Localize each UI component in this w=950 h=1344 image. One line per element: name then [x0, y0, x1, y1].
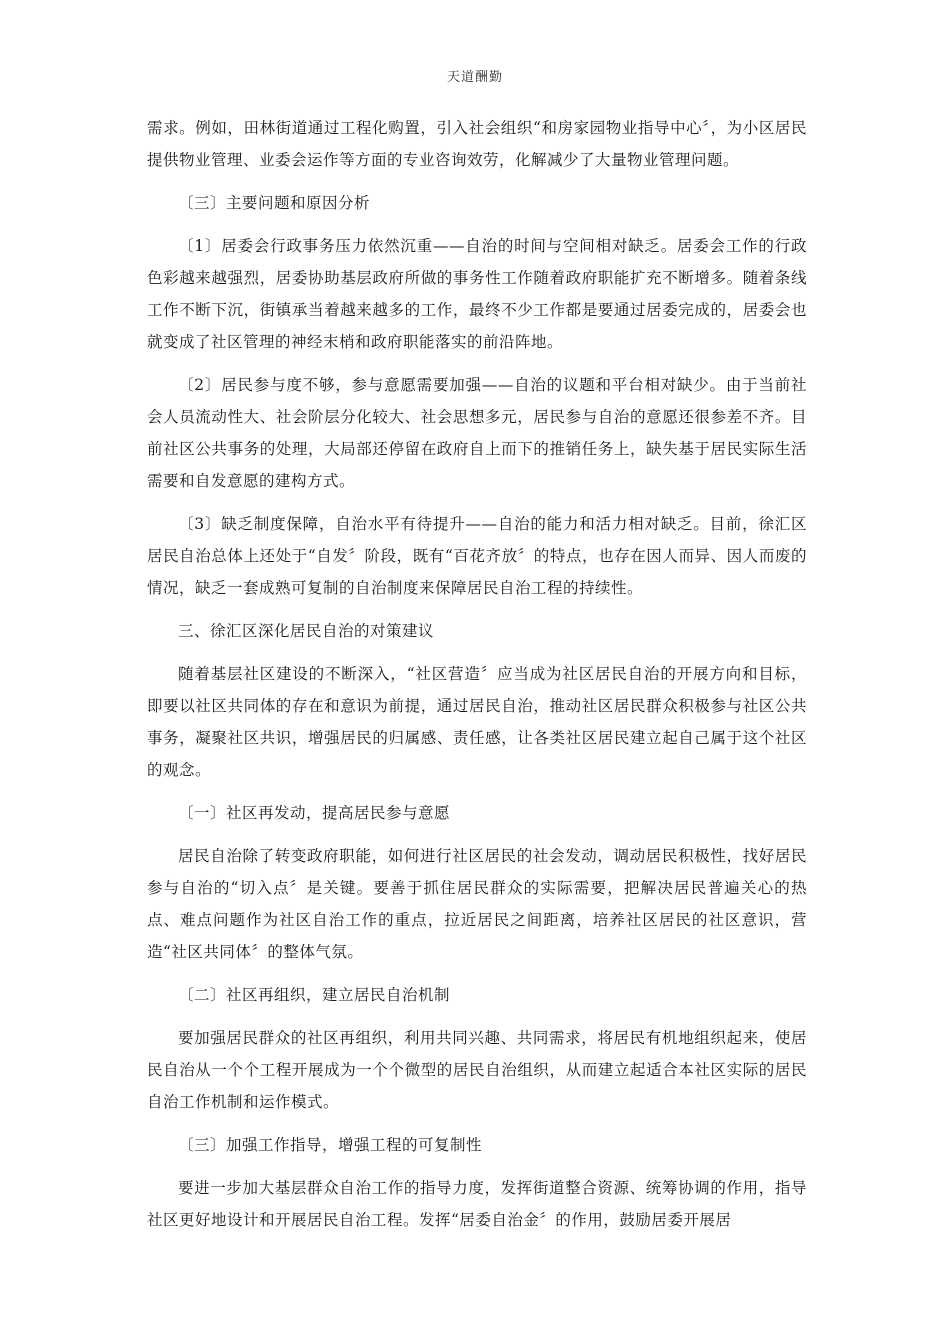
- paragraph-suggestions-intro: 随着基层社区建设的不断深入，“社区营造〞应当成为社区居民自治的开展方向和目标，即要以社区共同体的存在和意识为前提，通过居民自治，推动社区居民群众积极参与社区公共事务，凝聚社区共识，增强居民的归属感、责任感，让各类社区居民建立起自己属于这个社区的观念。: [147, 665, 807, 779]
- section-heading-suggestions: 三、徐汇区深化居民自治的对策建议: [178, 622, 435, 640]
- paragraph-problem-2: 〔2〕居民参与度不够，参与意愿需要加强——自治的议题和平台相对缺少。由于当前社会人员流动性大、社会阶层分化较大、社会思想多元，居民参与自治的意愿还很参差不齐。目前社区公共事务的处理，大局部还停留在政府自上而下的推销任务上，缺失基于居民实际生活需要和自发意愿的建构方式。: [147, 376, 807, 490]
- subheading-1: 〔一〕社区再发动，提高居民参与意愿: [178, 804, 451, 822]
- document-body: [147, 112, 807, 1236]
- paragraph-subsection-3: 要进一步加大基层群众自治工作的指导力度，发挥街道整合资源、统筹协调的作用，指导社区更好地设计和开展居民自治工程。发挥“居委自治金〞的作用，鼓励居委开展居: [147, 1179, 807, 1229]
- paragraph-problem-3: 〔3〕缺乏制度保障，自治水平有待提升——自治的能力和活力相对缺乏。目前，徐汇区居民自治总体上还处于“自发〞阶段，既有“百花齐放〞的特点，也存在因人而异、因人而废的情况，缺乏一套成熟可复制的自治制度来保障居民自治工程的持续性。: [147, 515, 807, 597]
- paragraph-subsection-2: 要加强居民群众的社区再组织，利用共同兴趣、共同需求，将居民有机地组织起来，使居民自治从一个个工程开展成为一个个微型的居民自治组织，从而建立起适合本社区实际的居民自治工作机制和运作模式。: [147, 1029, 807, 1111]
- section-heading-main-problems: 〔三〕主要问题和原因分析: [178, 194, 371, 212]
- paragraph-problem-1: 〔1〕居委会行政事务压力依然沉重——自治的时间与空间相对缺乏。居委会工作的行政色彩越来越强烈，居委协助基层政府所做的事务性工作随着政府职能扩充不断增多。随着条线工作不断下沉，街镇承当着越来越多的工作，最终不少工作都是要通过居委完成的，居委会也就变成了社区管理的神经末梢和政府职能落实的前沿阵地。: [147, 237, 807, 351]
- page-header: 天道酬勤: [446, 70, 503, 85]
- subheading-2: 〔二〕社区再组织，建立居民自治机制: [178, 986, 451, 1004]
- paragraph-subsection-1: 居民自治除了转变政府职能，如何进行社区居民的社会发动，调动居民积极性，找好居民参与自治的“切入点〞是关键。要善于抓住居民群众的实际需要，把解决居民普遍关心的热点、难点问题作为社区自治工作的重点，拉近居民之间距离，培养社区居民的社区意识，营造“社区共同体〞的整体气氛。: [147, 847, 807, 961]
- subheading-3: 〔三〕加强工作指导，增强工程的可复制性: [178, 1136, 483, 1154]
- paragraph-continuation: 需求。例如，田林街道通过工程化购置，引入社会组织“和房家园物业指导中心〞，为小区居民提供物业管理、业委会运作等方面的专业咨询效劳，化解减少了大量物业管理问题。: [147, 119, 807, 169]
